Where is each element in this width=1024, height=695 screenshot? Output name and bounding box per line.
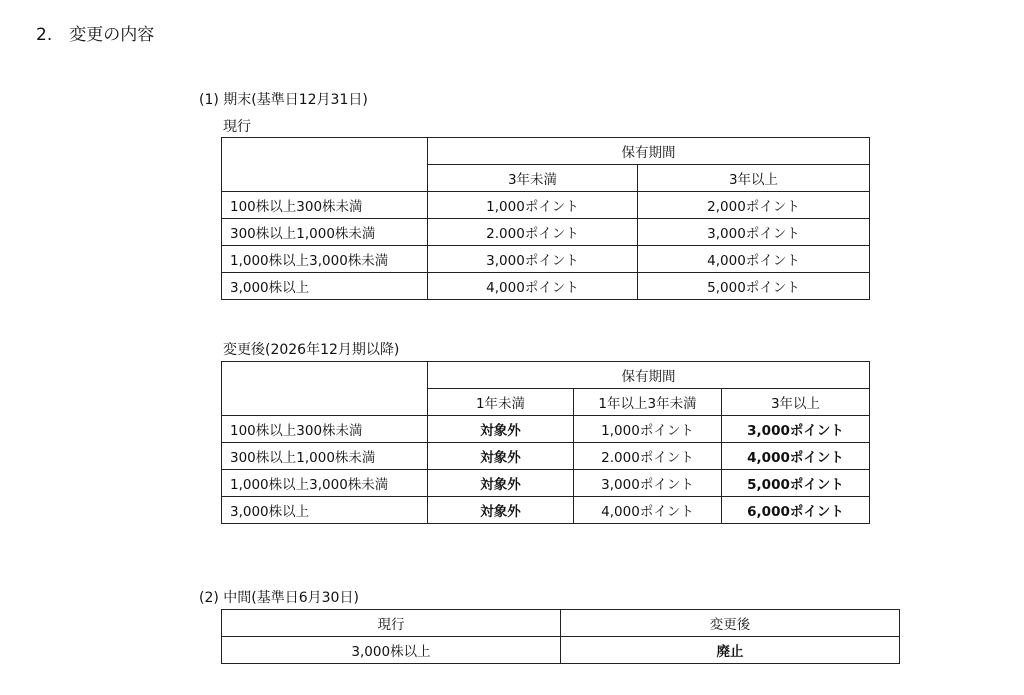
table-row: [222, 219, 870, 246]
table-row: [222, 470, 870, 497]
row-label: 300株以上1,000株未満: [222, 443, 428, 470]
table-cell: 3,000ポイント: [574, 470, 722, 497]
column-header: 1年未満: [428, 389, 574, 416]
group-header: 保有期間: [428, 138, 870, 165]
table-cell: 1,000ポイント: [574, 416, 722, 443]
after-table: [221, 361, 870, 524]
corner-cell: [222, 138, 428, 192]
column-header: 現行: [222, 610, 561, 637]
current-table-label: 現行: [223, 119, 251, 135]
table-cell: 4,000ポイント: [722, 443, 870, 470]
table-row: [222, 192, 870, 219]
table-row: [222, 443, 870, 470]
table-cell: 3,000ポイント: [638, 219, 870, 246]
column-header: 1年以上3年未満: [574, 389, 722, 416]
table-cell: 3,000ポイント: [722, 416, 870, 443]
table-row: [222, 497, 870, 524]
table-row: [222, 416, 870, 443]
table-cell: 3,000ポイント: [428, 246, 638, 273]
table-row: [222, 273, 870, 300]
table-row: [222, 637, 900, 664]
row-label: 300株以上1,000株未満: [222, 219, 428, 246]
table-cell: 1,000ポイント: [428, 192, 638, 219]
table-cell: 5,000ポイント: [638, 273, 870, 300]
corner-cell: [222, 362, 428, 416]
table-cell: 4,000ポイント: [574, 497, 722, 524]
table-cell: 2.000ポイント: [428, 219, 638, 246]
table-cell: 対象外: [428, 443, 574, 470]
table-cell: 対象外: [428, 470, 574, 497]
column-header: 変更後: [561, 610, 900, 637]
table-cell: 廃止: [561, 637, 900, 664]
row-label: 3,000株以上: [222, 497, 428, 524]
row-label: 1,000株以上3,000株未満: [222, 470, 428, 497]
section2-title: (2) 中間(基準日6月30日): [199, 590, 359, 606]
section-heading: 2. 変更の内容: [36, 25, 155, 45]
table-row: [222, 246, 870, 273]
row-label: 100株以上300株未満: [222, 416, 428, 443]
table-cell: 4,000ポイント: [428, 273, 638, 300]
table-cell: 5,000ポイント: [722, 470, 870, 497]
table-cell: 2,000ポイント: [638, 192, 870, 219]
table-cell: 対象外: [428, 497, 574, 524]
table-cell: 3,000株以上: [222, 637, 561, 664]
table-cell: 対象外: [428, 416, 574, 443]
current-table: [221, 137, 870, 300]
after-table-label: 変更後(2026年12月期以降): [223, 342, 400, 358]
row-label: 1,000株以上3,000株未満: [222, 246, 428, 273]
row-label: 100株以上300株未満: [222, 192, 428, 219]
group-header: 保有期間: [428, 362, 870, 389]
column-header: 3年以上: [638, 165, 870, 192]
column-header: 3年以上: [722, 389, 870, 416]
section1-title: (1) 期末(基準日12月31日): [199, 92, 368, 108]
row-label: 3,000株以上: [222, 273, 428, 300]
interim-table: [221, 609, 900, 664]
table-cell: 4,000ポイント: [638, 246, 870, 273]
table-cell: 2.000ポイント: [574, 443, 722, 470]
table-cell: 6,000ポイント: [722, 497, 870, 524]
column-header: 3年未満: [428, 165, 638, 192]
